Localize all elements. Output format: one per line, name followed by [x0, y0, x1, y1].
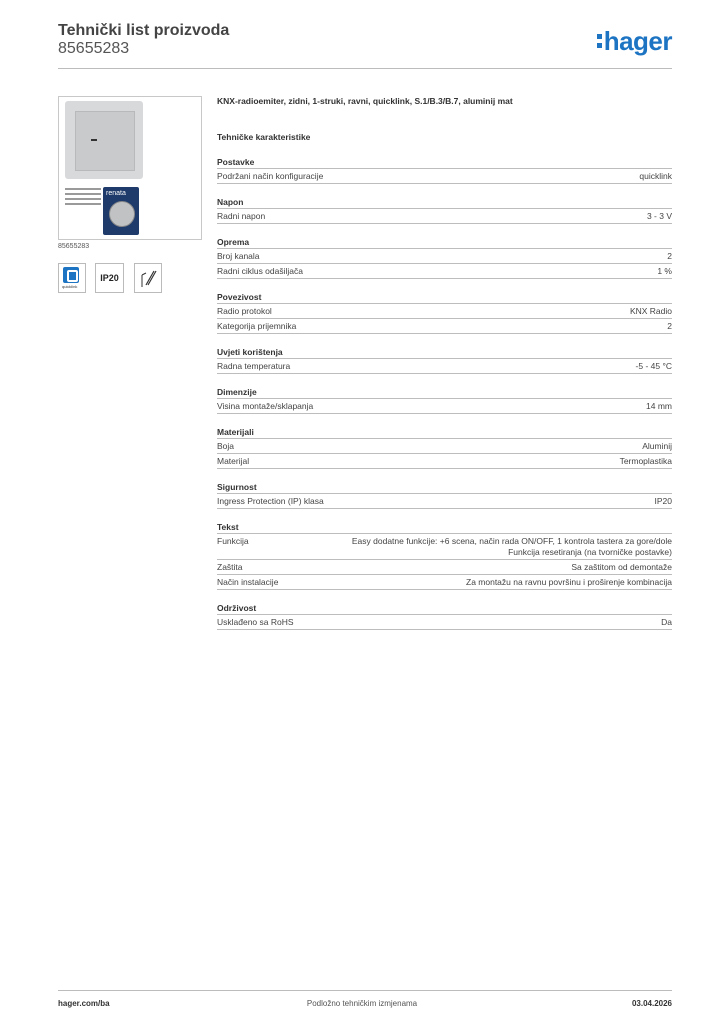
spec-label: Kategorija prijemnika: [217, 321, 297, 331]
spec-section: [217, 236, 672, 279]
spec-row: [217, 304, 672, 319]
spec-row: [217, 359, 672, 374]
section-title: Tekst: [217, 521, 672, 534]
spec-value: 3 - 3 V: [646, 211, 672, 221]
spec-section: [217, 602, 672, 630]
spec-content: [217, 96, 672, 630]
spec-label: Radni ciklus odašiljača: [217, 266, 303, 276]
spec-row: [217, 264, 672, 279]
spec-section: [217, 346, 672, 374]
spec-label: Radni napon: [217, 211, 266, 221]
hager-logo[interactable]: [597, 28, 672, 54]
spec-value: -5 - 45 °C: [635, 361, 672, 371]
section-title: Dimenzije: [217, 386, 672, 399]
footer-date: 03.04.2026: [631, 999, 672, 1008]
spec-section: [217, 386, 672, 414]
section-title: Uvjeti korištenja: [217, 346, 672, 359]
spec-value: 1 %: [657, 266, 672, 276]
quicklink-icon: [58, 263, 86, 293]
spec-value: Da: [661, 617, 672, 627]
spec-row: [217, 169, 672, 184]
spec-label: Način instalacije: [217, 577, 279, 587]
spec-row: [217, 615, 672, 630]
product-image-code: 85655283: [58, 243, 90, 250]
spec-value: Za montažu na ravnu površinu i proširenje kombinacija: [466, 577, 672, 587]
spec-section: [217, 481, 672, 509]
tech-characteristics-title: Tehničke karakteristike: [217, 132, 311, 142]
spec-value: IP20: [654, 496, 672, 506]
spec-label: Boja: [217, 441, 235, 451]
spec-row: [217, 575, 672, 590]
spec-row: [217, 319, 672, 334]
install-icon: [134, 263, 162, 293]
spec-value: 2: [667, 251, 672, 261]
spec-row: [217, 560, 672, 575]
quicklink-label: quicklink: [62, 284, 78, 289]
spec-label: Funkcija: [217, 536, 249, 546]
spec-label: Podržani način konfiguracije: [217, 171, 324, 181]
section-title: Povezivost: [217, 291, 672, 304]
spec-row: [217, 209, 672, 224]
spec-label: Visina montaže/sklapanja: [217, 401, 314, 411]
logo-text: hager: [603, 26, 672, 56]
page-title: Tehnički list proizvoda: [58, 22, 230, 39]
product-code-header: 85655283: [58, 40, 130, 57]
section-title: Napon: [217, 196, 672, 209]
footer-divider: [58, 990, 672, 991]
ip20-icon: IP20: [95, 263, 124, 293]
footer-note: Podložno tehničkim izmjenama: [306, 999, 418, 1008]
switch-image: [65, 101, 143, 179]
product-image[interactable]: [58, 96, 202, 240]
spec-label: Materijal: [217, 456, 250, 466]
logo-dots-icon: [597, 28, 602, 48]
footer-website[interactable]: hager.com/ba: [58, 999, 110, 1008]
spec-value: Aluminij: [642, 441, 672, 451]
section-title: Sigurnost: [217, 481, 672, 494]
spec-sections: [217, 156, 672, 630]
spec-row: [217, 399, 672, 414]
spec-label: Radna temperatura: [217, 361, 291, 371]
spec-section: [217, 521, 672, 590]
spec-label: Ingress Protection (IP) klasa: [217, 496, 324, 506]
spec-section: [217, 426, 672, 469]
spec-row: [217, 454, 672, 469]
spec-row: [217, 439, 672, 454]
spec-row: [217, 249, 672, 264]
section-title: Postavke: [217, 156, 672, 169]
spec-value: 2: [667, 321, 672, 331]
spec-value: 14 mm: [646, 401, 672, 411]
spec-value: Sa zaštitom od demontaže: [571, 562, 672, 572]
spec-value: Termoplastika: [619, 456, 672, 466]
header-divider: [58, 68, 672, 69]
spec-section: [217, 156, 672, 184]
spec-label: Usklađeno sa RoHS: [217, 617, 294, 627]
spec-row: [217, 534, 672, 560]
product-title: KNX-radioemiter, zidni, 1-struki, ravni, quicklink, S.1/B.3/B.7, aluminij mat: [217, 96, 513, 106]
spec-row: [217, 494, 672, 509]
spec-value: KNX Radio: [629, 306, 672, 316]
section-title: Oprema: [217, 236, 672, 249]
battery-image: [103, 187, 139, 235]
spec-label: Zaštita: [217, 562, 243, 572]
spec-label: Broj kanala: [217, 251, 260, 261]
battery-brand: renata: [106, 190, 126, 197]
screws-image: [65, 185, 101, 215]
spec-value: quicklink: [639, 171, 672, 181]
spec-section: [217, 196, 672, 224]
spec-label: Radio protokol: [217, 306, 272, 316]
spec-value: Easy dodatne funkcije: +6 scena, način rada ON/OFF, 1 kontrola tastera za gore/dole Funkcija resetiranja (na tvorničke postavke): [351, 536, 672, 557]
section-title: Održivost: [217, 602, 672, 615]
section-title: Materijali: [217, 426, 672, 439]
spec-section: [217, 291, 672, 334]
